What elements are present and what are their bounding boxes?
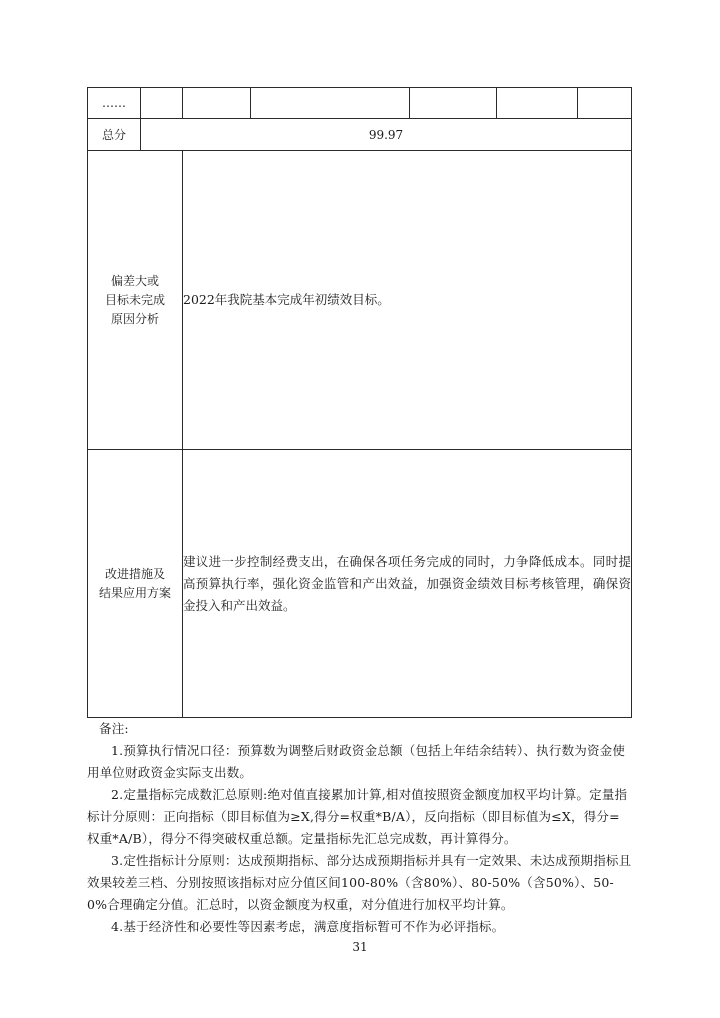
empty-cell	[141, 88, 183, 119]
empty-cell	[410, 88, 497, 119]
note-item: 3.定性指标计分原则：达成预期指标、部分达成预期指标并具有一定效果、未达成预期指标且效果较差三档、分别按照该指标对应分值区间100-80%（含80%）、80-50%（含50%）、50-0%合理确定分值。汇总时，以资金额度为权重，对分值进行加权平均计算。	[87, 853, 632, 912]
improvement-row	[88, 450, 632, 718]
improvement-label-line: 结果应用方案	[98, 585, 171, 600]
deviation-label-line: 偏差大或	[110, 273, 159, 288]
note-item: 2.定量指标完成数汇总原则:绝对值直接累加计算,相对值按照资金额度加权平均计算。定量指标计分原则：正向指标（即目标值为≥X,得分=权重*B/A），反向指标（即目标值为≤X，得分=权重*A/B），得分不得突破权重总额。定量指标先汇总完成数，再计算得分。	[87, 787, 628, 846]
notes-title: 备注:	[99, 721, 129, 736]
ellipsis-row	[88, 88, 632, 119]
total-row	[88, 119, 632, 151]
ellipsis-label: ……	[102, 96, 126, 110]
improvement-content: 建议进一步控制经费支出，在确保各项任务完成的同时，力争降低成本。同时提高预算执行率，强化资金监管和产出效益，加强资金绩效目标考核管理，确保资金投入和产出效益。	[183, 553, 631, 613]
total-label-cell	[88, 119, 141, 151]
deviation-content: 2022年我院基本完成年初绩效目标。	[183, 292, 390, 307]
note-item: 1.预算执行情况口径：预算数为调整后财政资金总额（包括上年结余结转）、执行数为资金使用单位财政资金实际支出数。	[87, 743, 626, 780]
page-number: 31	[352, 940, 368, 954]
improvement-label-cell	[88, 450, 183, 718]
total-score: 99.97	[368, 127, 404, 142]
improvement-label-line: 改进措施及	[104, 566, 165, 581]
deviation-label-line: 目标未完成	[104, 292, 165, 307]
notes-section	[87, 718, 632, 938]
deviation-label-cell	[88, 151, 183, 450]
total-value-cell	[141, 119, 632, 151]
deviation-analysis-row	[88, 151, 632, 450]
empty-cell	[578, 88, 632, 119]
ellipsis-cell	[88, 88, 141, 119]
deviation-label-line: 原因分析	[110, 311, 159, 326]
deviation-content-cell	[183, 151, 632, 450]
note-item: 4.基于经济性和必要性等因素考虑，满意度指标暂可不作为必评指标。	[111, 919, 505, 934]
performance-table	[87, 87, 632, 718]
total-label: 总分	[101, 127, 126, 142]
empty-cell	[251, 88, 410, 119]
empty-cell	[183, 88, 251, 119]
improvement-content-cell	[183, 450, 632, 718]
empty-cell	[497, 88, 578, 119]
